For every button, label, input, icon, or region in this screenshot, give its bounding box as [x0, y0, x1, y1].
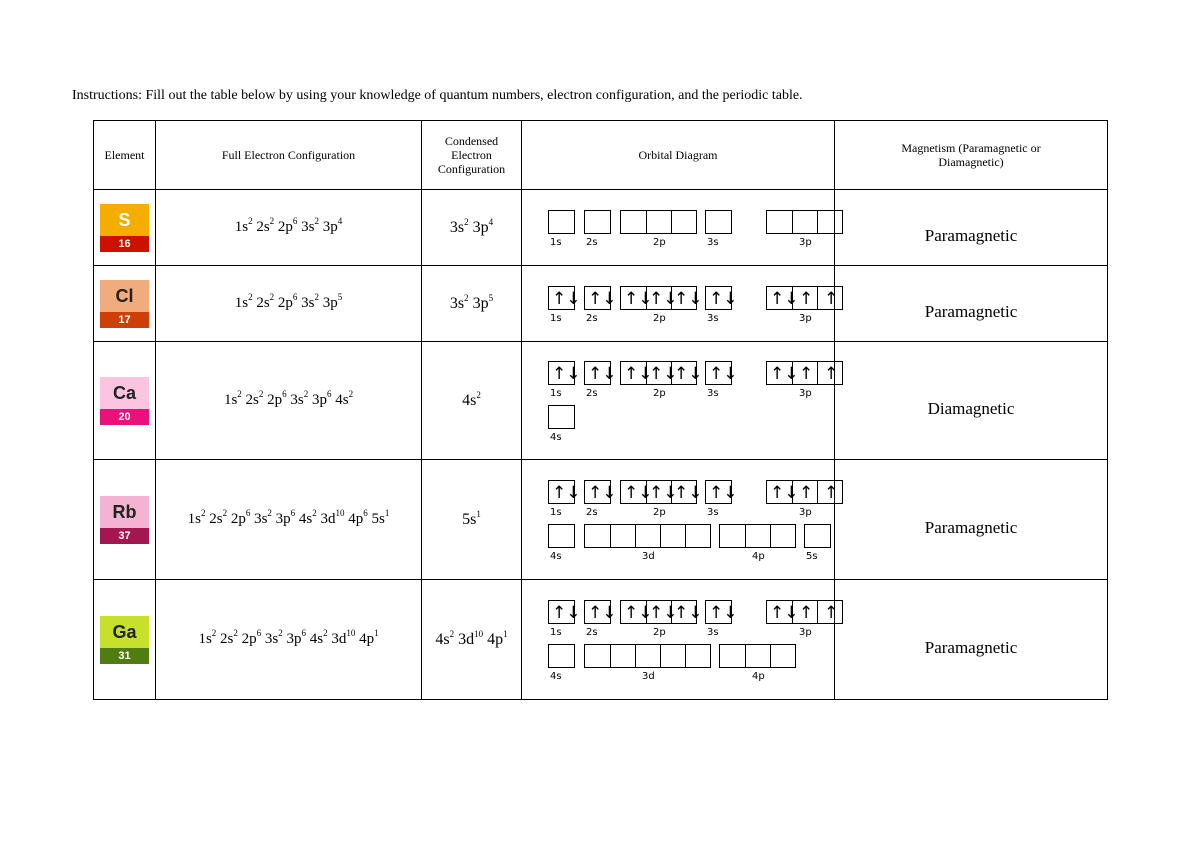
element-cell — [94, 460, 156, 580]
electron-arrows: ↑ — [824, 482, 839, 503]
full-configuration — [156, 342, 422, 460]
orbital-term: 3s — [290, 392, 304, 408]
full-configuration — [156, 190, 422, 266]
orbital-box-2p — [620, 210, 697, 234]
magnetism-value: Diamagnetic — [835, 342, 1108, 460]
orbital-term: 3s — [449, 218, 465, 236]
electron-count: 2 — [211, 628, 217, 638]
orbital-cell-divider — [792, 481, 793, 503]
electron-count: 2 — [222, 508, 228, 518]
orbital-term: 3p — [286, 631, 302, 647]
orbital-term: 2s — [256, 295, 270, 311]
electron-count: 2 — [312, 508, 317, 518]
orbital-label: 2p — [653, 626, 666, 638]
orbital-cell-divider — [660, 525, 661, 547]
orbital-term: 3d — [331, 631, 347, 647]
orbital-box-3p — [766, 480, 843, 504]
electron-count: 6 — [256, 628, 262, 638]
electron-arrows: ↑↓ — [649, 482, 678, 503]
orbital-cell-divider — [817, 211, 818, 233]
electron-count: 6 — [301, 628, 306, 638]
electron-arrows: ↑↓ — [674, 602, 703, 623]
electron-count: 2 — [278, 628, 283, 638]
orbital-box-1s — [548, 600, 581, 624]
electron-count: 2 — [449, 628, 455, 639]
orbital-label: 2p — [653, 506, 666, 518]
orbital-term: 2p — [230, 511, 246, 527]
orbital-cell-divider — [646, 287, 647, 309]
orbital-term: 1s — [198, 631, 212, 647]
orbital-diagram — [522, 204, 834, 252]
electron-count: 2 — [258, 389, 264, 399]
electron-arrows: ↑↓ — [624, 482, 653, 503]
condensed-configuration — [422, 190, 522, 266]
electron-arrows: ↑↓ — [674, 482, 703, 503]
orbital-cell-divider — [671, 601, 672, 623]
orbital-box-2s — [584, 361, 617, 385]
orbital-term: 1s — [234, 295, 249, 311]
orbital-cell-divider — [770, 645, 771, 667]
electron-count: 6 — [292, 292, 298, 302]
orbital-box-3d — [584, 524, 711, 548]
orbital-box-3p — [766, 600, 843, 624]
orbital-term: 2p — [241, 631, 257, 647]
orbital-box-3s — [705, 361, 738, 385]
orbital-cell-divider — [745, 645, 746, 667]
orbital-term: 3s — [301, 219, 315, 235]
electron-arrows: ↑↓ — [552, 288, 581, 309]
electron-arrows: ↑↓ — [588, 482, 617, 503]
electron-count: 2 — [200, 508, 206, 518]
electron-arrows: ↑↓ — [709, 602, 738, 623]
electron-arrows: ↑↓ — [674, 288, 703, 309]
orbital-cell-divider — [660, 645, 661, 667]
electron-count: 2 — [323, 628, 328, 638]
element-badge — [100, 377, 149, 425]
header-orbital-diagram: Orbital Diagram — [522, 121, 835, 190]
orbital-term: 4s — [335, 392, 349, 408]
orbital-box-2p — [620, 600, 703, 624]
electron-count: 10 — [474, 628, 484, 639]
orbital-term: 3s — [449, 294, 465, 312]
orbital-term: 4p — [487, 630, 504, 648]
orbital-cell-divider — [770, 525, 771, 547]
electron-arrows: ↑ — [799, 363, 814, 384]
element-symbol: Ca — [100, 377, 149, 409]
atomic-number: 16 — [100, 236, 149, 252]
electron-arrows: ↑↓ — [624, 602, 653, 623]
orbital-label: 3p — [799, 626, 812, 638]
orbital-box-3p — [766, 286, 843, 310]
orbital-term: 2s — [256, 219, 270, 235]
orbital-box-3s — [705, 210, 732, 234]
electron-arrows: ↑ — [799, 288, 814, 309]
element-cell — [94, 190, 156, 266]
orbital-label: 1s — [550, 236, 562, 248]
orbital-cell-divider — [610, 645, 611, 667]
orbital-term: 2s — [209, 511, 223, 527]
electron-arrows: ↑↓ — [588, 363, 617, 384]
electron-arrows: ↑↓ — [552, 482, 581, 503]
electron-count: 2 — [314, 216, 320, 226]
table-row — [94, 342, 1108, 460]
condensed-configuration — [422, 342, 522, 460]
orbital-term: 4s — [435, 630, 450, 648]
electron-count: 1 — [384, 508, 390, 518]
electron-count: 5 — [337, 292, 343, 302]
orbital-term: 3d — [458, 630, 475, 648]
full-configuration — [156, 580, 422, 700]
electron-count: 6 — [282, 389, 287, 399]
orbital-box-3s — [705, 600, 738, 624]
electron-arrows: ↑ — [824, 288, 839, 309]
orbital-label: 2s — [586, 312, 598, 324]
electron-arrows: ↑ — [824, 602, 839, 623]
orbital-term: 2p — [277, 295, 293, 311]
orbital-box-2s — [584, 286, 617, 310]
orbital-diagram-cell — [522, 342, 839, 460]
orbital-term: 3s — [301, 295, 315, 311]
orbital-box-4p — [719, 644, 796, 668]
orbital-term: 4s — [309, 631, 324, 647]
orbital-diagram-cell — [522, 580, 839, 700]
orbital-box-3s — [705, 480, 738, 504]
electron-arrows: ↑↓ — [709, 363, 738, 384]
header-condensed-configuration: Condensed Electron Configuration — [422, 121, 522, 190]
header-magnetism: Magnetism (Paramagnetic or Diamagnetic) — [835, 121, 1108, 190]
orbital-label: 2p — [653, 312, 666, 324]
electron-count: 4 — [337, 216, 343, 226]
orbital-label: 4s — [550, 550, 562, 562]
electron-arrows: ↑↓ — [770, 602, 799, 623]
orbital-label: 4s — [550, 670, 562, 682]
orbital-box-1s — [548, 480, 581, 504]
orbital-cell-divider — [635, 645, 636, 667]
atomic-number: 31 — [100, 648, 149, 664]
orbital-term: 1s — [187, 511, 201, 527]
orbital-label: 3p — [799, 506, 812, 518]
electron-count: 2 — [464, 216, 469, 227]
orbital-label: 3s — [707, 506, 719, 518]
electron-arrows: ↑↓ — [624, 288, 653, 309]
orbital-label: 3s — [707, 626, 719, 638]
orbital-cell-divider — [635, 525, 636, 547]
electron-arrows: ↑↓ — [709, 288, 738, 309]
electron-count: 6 — [326, 389, 332, 399]
table-row — [94, 266, 1108, 342]
orbital-label: 3d — [642, 670, 655, 682]
orbital-label: 2s — [586, 236, 598, 248]
orbital-box-2p — [620, 286, 703, 310]
electron-arrows: ↑↓ — [588, 602, 617, 623]
element-cell — [94, 342, 156, 460]
electron-count: 2 — [237, 389, 242, 399]
element-symbol: Ga — [100, 616, 149, 648]
electron-configuration-table — [93, 120, 1108, 700]
orbital-term: 2p — [267, 392, 283, 408]
orbital-box-2s — [584, 600, 617, 624]
orbital-cell-divider — [745, 525, 746, 547]
element-badge — [100, 280, 149, 328]
condensed-configuration — [422, 580, 522, 700]
orbital-cell-divider — [671, 211, 672, 233]
electron-arrows: ↑↓ — [552, 363, 581, 384]
orbital-cell-divider — [817, 481, 818, 503]
atomic-number: 37 — [100, 528, 149, 544]
electron-arrows: ↑↓ — [624, 363, 653, 384]
orbital-diagram-cell — [522, 266, 839, 342]
orbital-box-1s — [548, 286, 581, 310]
orbital-term: 1s — [223, 392, 238, 408]
electron-count: 2 — [464, 292, 469, 303]
element-badge — [100, 496, 149, 544]
orbital-cell-divider — [685, 645, 686, 667]
electron-arrows: ↑ — [824, 363, 839, 384]
orbital-box-3s — [705, 286, 738, 310]
electron-count: 10 — [346, 628, 356, 638]
orbital-term: 3p — [311, 392, 327, 408]
condensed-configuration — [422, 266, 522, 342]
instructions-text: Instructions: Fill out the table below by using your knowledge of quantum numbers, electron configuration, and the periodic table. — [72, 88, 803, 103]
orbital-label: 4p — [752, 550, 765, 562]
electron-count: 2 — [314, 292, 320, 302]
orbital-label: 2p — [653, 236, 666, 248]
orbital-label: 5s — [806, 550, 818, 562]
electron-count: 1 — [503, 628, 508, 639]
orbital-cell-divider — [671, 481, 672, 503]
orbital-cell-divider — [792, 287, 793, 309]
electron-arrows: ↑ — [799, 602, 814, 623]
orbital-cell-divider — [646, 601, 647, 623]
orbital-term: 3p — [472, 294, 489, 312]
atomic-number: 20 — [100, 409, 149, 425]
orbital-box-4s — [548, 524, 575, 548]
electron-arrows: ↑↓ — [674, 363, 703, 384]
table-row — [94, 460, 1108, 580]
header-full-configuration: Full Electron Configuration — [156, 121, 422, 190]
atomic-number: 17 — [100, 312, 149, 328]
electron-arrows: ↑↓ — [709, 482, 738, 503]
electron-arrows: ↑↓ — [588, 288, 617, 309]
element-symbol: Cl — [100, 280, 149, 312]
orbital-box-3d — [584, 644, 711, 668]
electron-count: 5 — [488, 292, 494, 303]
electron-count: 2 — [267, 508, 272, 518]
orbital-term: 4p — [348, 511, 364, 527]
electron-count: 2 — [233, 628, 238, 638]
electron-count: 1 — [374, 628, 379, 638]
orbital-term: 3d — [320, 511, 336, 527]
orbital-box-1s — [548, 361, 581, 385]
orbital-term: 3s — [254, 511, 268, 527]
orbital-diagram — [522, 280, 839, 328]
orbital-term: 2s — [220, 631, 234, 647]
magnetism-value: Paramagnetic — [835, 580, 1108, 700]
orbital-box-1s — [548, 210, 575, 234]
electron-count: 10 — [335, 508, 345, 518]
element-badge — [100, 616, 149, 664]
orbital-cell-divider — [817, 287, 818, 309]
orbital-label: 3p — [799, 387, 812, 399]
orbital-cell-divider — [685, 525, 686, 547]
orbital-cell-divider — [646, 481, 647, 503]
magnetism-value: Paramagnetic — [835, 190, 1108, 266]
orbital-box-4s — [548, 644, 575, 668]
electron-count: 6 — [245, 508, 251, 518]
orbital-cell-divider — [671, 362, 672, 384]
header-row — [94, 121, 1108, 190]
orbital-label: 1s — [550, 312, 562, 324]
orbital-term: 1s — [234, 219, 249, 235]
electron-count: 2 — [269, 292, 275, 302]
magnetism-value: Paramagnetic — [835, 266, 1108, 342]
orbital-box-2s — [584, 480, 617, 504]
orbital-label: 2s — [586, 506, 598, 518]
electron-arrows: ↑↓ — [770, 288, 799, 309]
orbital-diagram — [522, 474, 839, 566]
orbital-cell-divider — [817, 601, 818, 623]
element-cell — [94, 580, 156, 700]
orbital-box-3p — [766, 361, 843, 385]
electron-arrows: ↑↓ — [770, 482, 799, 503]
orbital-cell-divider — [792, 601, 793, 623]
element-symbol: S — [100, 204, 149, 236]
element-badge — [100, 204, 149, 252]
orbital-term: 4p — [359, 631, 375, 647]
electron-count: 6 — [290, 508, 296, 518]
element-symbol: Rb — [100, 496, 149, 528]
orbital-diagram — [522, 355, 839, 447]
electron-count: 6 — [292, 216, 298, 226]
orbital-term: 3p — [322, 219, 338, 235]
orbital-box-3p — [766, 210, 843, 234]
orbital-diagram-cell — [522, 190, 835, 266]
orbital-label: 3p — [799, 312, 812, 324]
magnetism-value: Paramagnetic — [835, 460, 1108, 580]
electron-count: 1 — [476, 508, 481, 519]
orbital-cell-divider — [817, 362, 818, 384]
orbital-term: 2s — [245, 392, 259, 408]
orbital-diagram — [522, 594, 839, 686]
orbital-box-5s — [804, 524, 831, 548]
orbital-term: 2p — [277, 219, 293, 235]
orbital-box-4s — [548, 405, 575, 429]
full-configuration — [156, 266, 422, 342]
condensed-configuration — [422, 460, 522, 580]
orbital-cell-divider — [792, 211, 793, 233]
header-element: Element — [94, 121, 156, 190]
orbital-cell-divider — [671, 287, 672, 309]
electron-count: 2 — [303, 389, 309, 399]
orbital-box-2s — [584, 210, 611, 234]
electron-count: 2 — [269, 216, 275, 226]
electron-arrows: ↑↓ — [649, 363, 678, 384]
orbital-diagram-cell — [522, 460, 839, 580]
orbital-box-2p — [620, 480, 703, 504]
orbital-label: 1s — [550, 506, 562, 518]
electron-count: 2 — [348, 389, 354, 399]
electron-arrows: ↑ — [799, 482, 814, 503]
electron-arrows: ↑↓ — [649, 602, 678, 623]
table-row — [94, 580, 1108, 700]
full-configuration — [156, 460, 422, 580]
orbital-term: 3s — [264, 631, 279, 647]
orbital-term: 4s — [462, 391, 477, 409]
orbital-box-2p — [620, 361, 703, 385]
orbital-label: 1s — [550, 387, 562, 399]
orbital-cell-divider — [610, 525, 611, 547]
electron-count: 2 — [476, 389, 481, 400]
orbital-term: 4s — [298, 511, 313, 527]
orbital-label: 3s — [707, 387, 719, 399]
orbital-term: 3p — [275, 511, 291, 527]
table-row — [94, 190, 1108, 266]
orbital-label: 3s — [707, 312, 719, 324]
electron-count: 4 — [488, 216, 494, 227]
orbital-term: 5s — [462, 510, 477, 528]
electron-count: 2 — [248, 216, 253, 226]
orbital-label: 2s — [586, 387, 598, 399]
orbital-label: 3d — [642, 550, 655, 562]
orbital-label: 3s — [707, 236, 719, 248]
electron-arrows: ↑↓ — [770, 363, 799, 384]
orbital-term: 3p — [472, 218, 489, 236]
electron-arrows: ↑↓ — [552, 602, 581, 623]
element-cell — [94, 266, 156, 342]
orbital-label: 3p — [799, 236, 812, 248]
orbital-label: 2p — [653, 387, 666, 399]
orbital-label: 2s — [586, 626, 598, 638]
orbital-cell-divider — [792, 362, 793, 384]
orbital-term: 3p — [322, 295, 338, 311]
orbital-label: 1s — [550, 626, 562, 638]
electron-count: 6 — [363, 508, 368, 518]
orbital-box-4p — [719, 524, 796, 548]
orbital-label: 4s — [550, 431, 562, 443]
orbital-cell-divider — [646, 211, 647, 233]
orbital-cell-divider — [646, 362, 647, 384]
electron-arrows: ↑↓ — [649, 288, 678, 309]
electron-count: 2 — [248, 292, 253, 302]
orbital-term: 5s — [371, 511, 385, 527]
orbital-label: 4p — [752, 670, 765, 682]
